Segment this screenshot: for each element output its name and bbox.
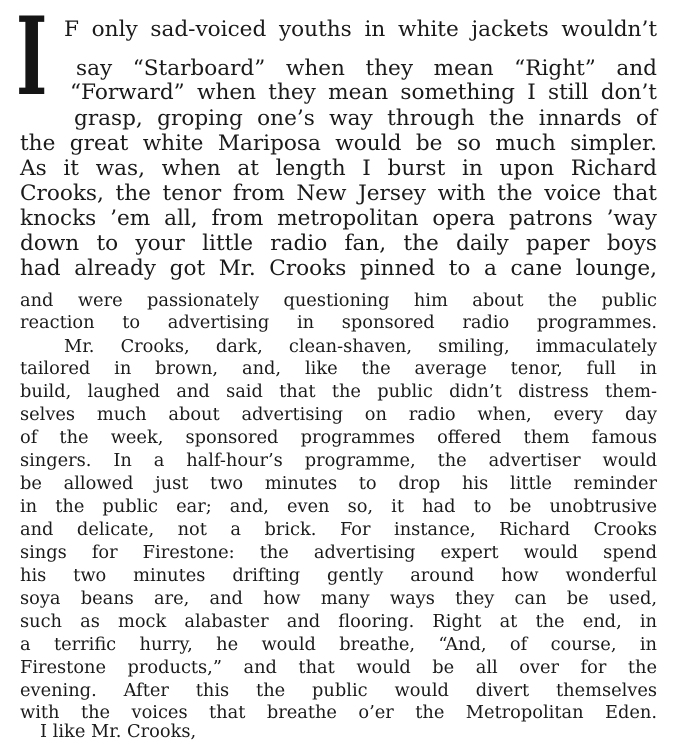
article-line: down to your little radio fan, the daily paper boys (20, 231, 657, 256)
article-line: knocks ’em all, from metropolitan opera patrons ’way (20, 206, 657, 231)
article-line: Mr. Crooks, dark, clean-shaven, smiling, immaculately (64, 336, 657, 357)
drop-cap-letter: I (16, 0, 48, 120)
article-line: reaction to advertising in sponsored radio programmes. (20, 312, 657, 333)
article-line: “Forward” when they mean something I still don’t (70, 80, 657, 105)
article-line: and were passionately questioning him about the public (20, 290, 657, 311)
article-line: say “Starboard” when they mean “Right” and (76, 56, 657, 81)
article-line: and delicate, not a brick. For instance, Richard Crooks (20, 519, 657, 540)
article-line: Firestone products,” and that would be all over for the (20, 657, 657, 678)
article-line: F only sad-voiced youths in white jackets wouldn’t (64, 17, 657, 42)
article-line: selves much about advertising on radio when, every day (20, 404, 657, 425)
article-line: in the public ear; and, even so, it had to be unobtrusive (20, 496, 657, 517)
article-line: tailored in brown, and, like the average tenor, full in (20, 358, 657, 379)
article-line: build, laughed and said that the public didn’t distress them- (20, 381, 657, 402)
article-line: had already got Mr. Crooks pinned to a cane lounge, (20, 256, 657, 281)
article-line: I like Mr. Crooks, (40, 721, 197, 742)
article-line: evening. After this the public would divert themselves (20, 680, 657, 701)
article-line: with the voices that breathe o’er the Metropolitan Eden. (20, 702, 657, 723)
article-line: singers. In a half-hour’s programme, the advertiser would (20, 450, 657, 471)
article-line: soya beans are, and how many ways they can be used, (20, 588, 657, 609)
article-line: such as mock alabaster and flooring. Right at the end, in (20, 611, 657, 632)
article-line: Crooks, the tenor from New Jersey with the voice that (20, 181, 657, 206)
article-line: sings for Firestone: the advertising expert would spend (20, 542, 657, 563)
article-line: As it was, when at length I burst in upon Richard (20, 156, 657, 181)
article-line: be allowed just two minutes to drop his little reminder (20, 473, 657, 494)
article-line: his two minutes drifting gently around how wonderful (20, 565, 657, 586)
article-line: of the week, sponsored programmes offered them famous (20, 427, 657, 448)
article-line: grasp, groping one’s way through the innards of (74, 106, 657, 131)
article-line: a terrific hurry, he would breathe, “And, of course, in (20, 634, 657, 655)
article-line: the great white Mariposa would be so much simpler. (20, 131, 657, 156)
